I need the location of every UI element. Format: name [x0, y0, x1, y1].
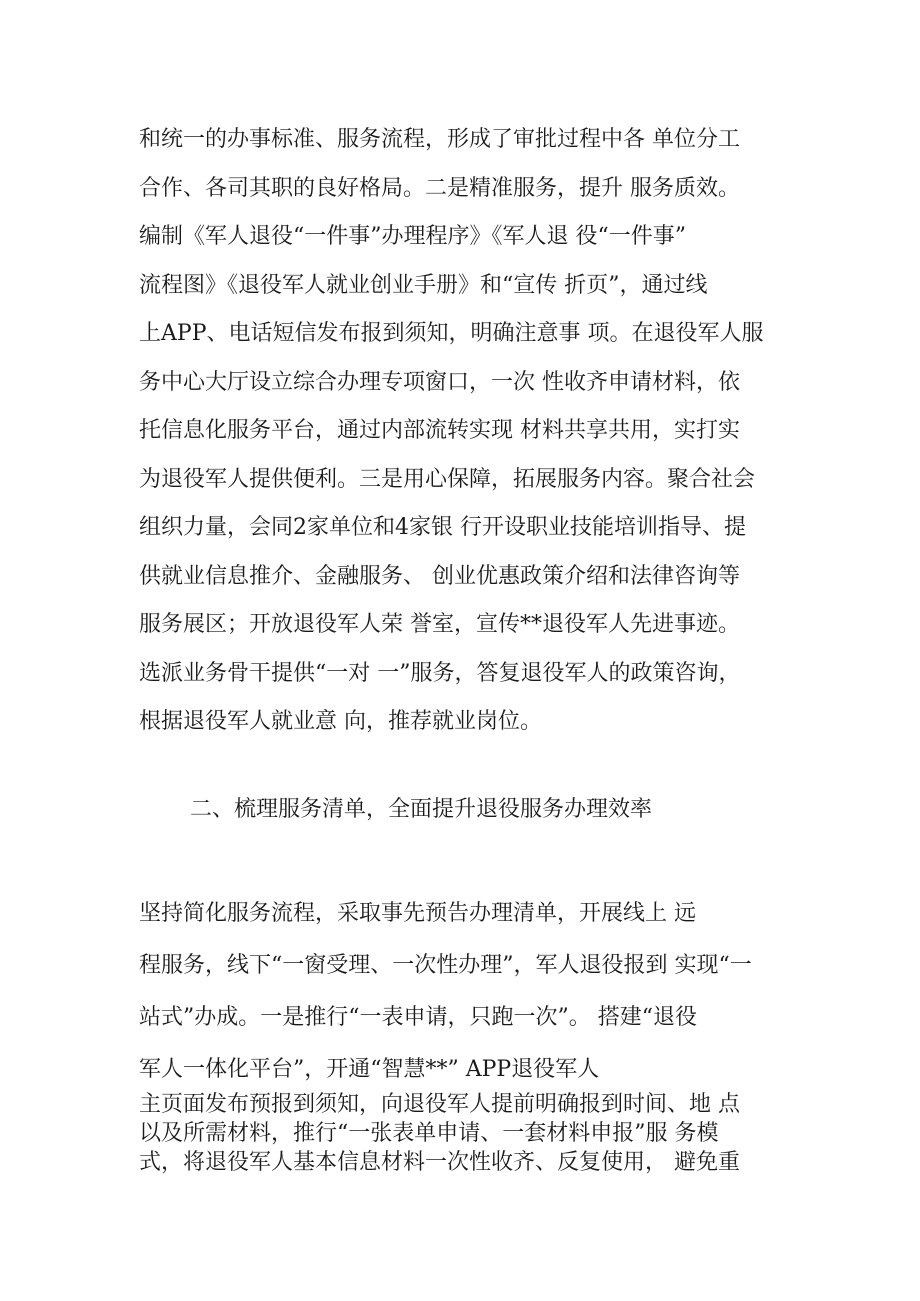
text-line: 务中心大厅设立综合办理专项窗口，一次 性收齐申请材料，依 — [139, 369, 740, 395]
text-line: 和统一的办事标准、服务流程，形成了审批过程中各 单位分工 — [139, 127, 740, 152]
text-line: 主页面发布预报到须知，向退役军人提前明确报到时间、地 点 — [139, 1092, 740, 1117]
text-line: 上APP、电话短信发布报到须知，明确注意事 项。在退役军人服 — [139, 321, 764, 346]
text-line: 流程图》《退役军人就业创业手册》和“宣传 折页”，通过线 — [139, 272, 708, 298]
text-line: 坚持简化服务流程，采取事先预告办理清单，开展线上 远 — [139, 901, 696, 926]
text-line: 以及所需材料，推行“一张表单申请、一套材料申报”服 务模 — [139, 1121, 719, 1146]
text-line: 供就业信息推介、金融服务、 创业优惠政策介绍和法律咨询等 — [139, 563, 740, 589]
text-line: 根据退役军人就业意 向，推荐就业岗位。 — [139, 709, 542, 734]
text-line: 服务展区；开放退役军人荣 誉室，宣传**退役军人先进事迹。 — [139, 612, 740, 637]
text-line: 式，将退役军人基本信息材料一次性收齐、反复使用， 避免重 — [139, 1150, 740, 1175]
body-paragraph-3 — [139, 1090, 819, 1177]
text-line: 合作、各司其职的良好格局。二是精准服务，提升 服务质效。 — [139, 175, 740, 201]
text-line: 组织力量，会同2家单位和4家银 行开设职业技能培训指导、提 — [139, 515, 746, 540]
text-line: 编制《军人退役“一件事”办理程序》《军人退 役“一件事” — [139, 224, 686, 249]
text-line: 程服务，线下“一窗受理、一次性办理”，军人退役报到 实现“一 — [139, 953, 752, 978]
text-line: 托信息化服务平台，通过内部流转实现 材料共享共用，实打实 — [139, 418, 740, 443]
body-paragraph-1 — [139, 116, 819, 747]
body-paragraph-2 — [139, 888, 819, 1096]
text-line: 军人一体化平台”，开通“智慧**” APP退役军人 — [139, 1057, 600, 1082]
text-line: 为退役军人提供便利。三是用心保障，拓展服务内容。聚合社会 — [139, 466, 756, 492]
section-heading: 二、梳理服务清单，全面提升退役服务办理效率 — [190, 797, 653, 822]
text-line: 选派业务骨干提供“一对 一”服务，答复退役军人的政策咨询， — [139, 660, 741, 686]
text-line: 站式”办成。一是推行“一表申请，只跑一次”。 搭建“退役 — [139, 1005, 697, 1030]
